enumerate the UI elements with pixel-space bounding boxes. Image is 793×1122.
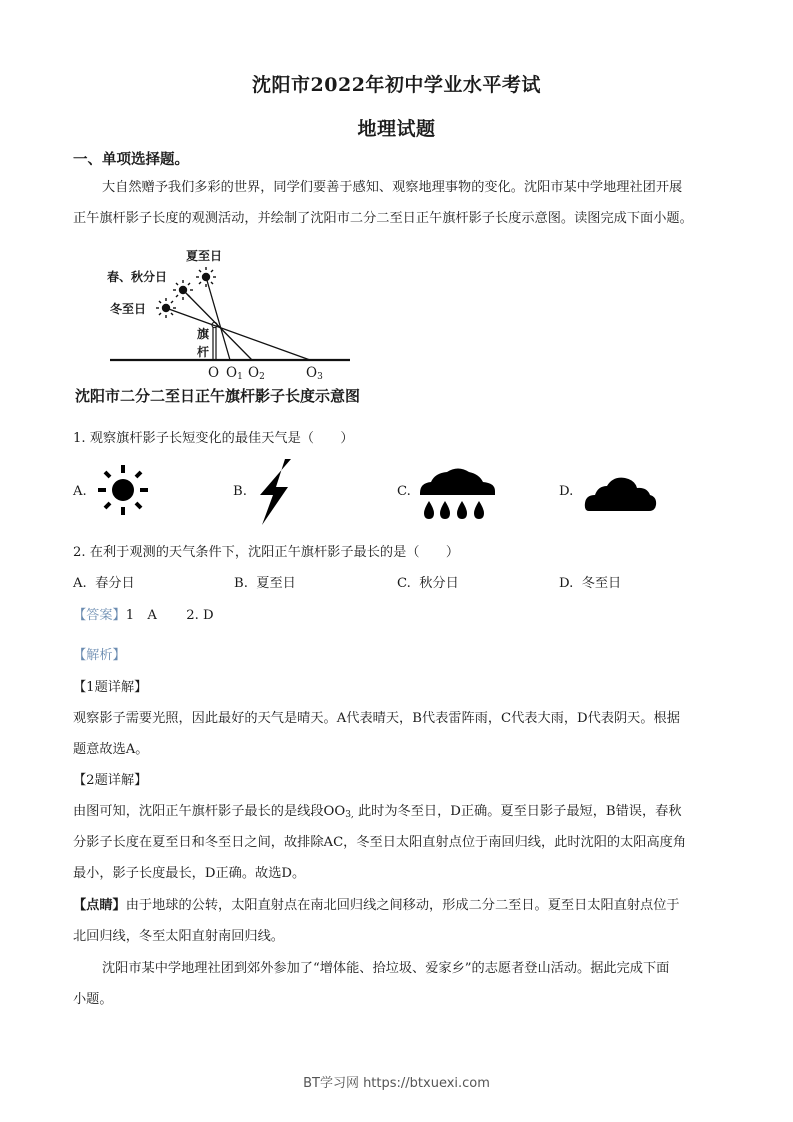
q2-detail-line-2: 分影子长度在夏至日和冬至日之间，故排除AC，冬至日太阳直射点位于南回归线，此时沈阳的太阳高度角 [73,835,687,850]
label-summer-solstice: 夏至日 [186,249,223,263]
q1-detail-line-2: 题意故选A。 [73,742,149,757]
q1-detail-line-1: 观察影子需要光照，因此最好的天气是晴天。A代表晴天，B代表雷阵雨，C代表大雨，D代表阴天。根据 [73,711,680,726]
answer-label: 【答案】 [73,608,126,623]
q2-detail-heading: 【2题详解】 [73,773,148,788]
q2-detail-line-1: 由图可知，沈阳正午旗杆影子最长的是线段$OO_{3,}$ 此时为冬至日，D正确。夏至日影子最短，B错误，春秋 [73,804,682,820]
q2-detail-line-3: 最小，影子长度最长，D正确。故选D。 [73,866,306,881]
point-o1: $O_1$ [226,365,243,382]
exam-subtitle: 地理试题 [357,118,436,140]
option-c-letter: C. [397,484,411,499]
q2-option-b: B. 夏至日 [234,576,296,591]
point-o2: $O_2$ [248,365,265,382]
summer-sun-icon [196,267,216,287]
tip-label: 【点睛】 [73,898,126,913]
question-1-options [73,455,733,530]
label-flagpole-bottom: 杆 [197,345,210,359]
winter-sun-icon [156,298,176,318]
q1-detail-heading: 【1题详解】 [73,680,148,695]
q2-option-a: A. 春分日 [73,576,135,591]
flagpole-shadow-diagram [0,0,793,420]
option-d-letter: D. [559,484,574,499]
question-1-stem: 1. 观察旗杆影子长短变化的最佳天气是（ ） [73,431,354,446]
option-b-letter: B. [233,484,247,499]
diagram-graphic [0,0,793,420]
label-flagpole-top: 旗 [197,327,210,341]
answer-1: 1 A [125,608,157,623]
q2-option-d: D. 冬至日 [559,576,622,591]
option-a-letter: A. [73,484,87,499]
point-o3: $O_3$ [306,365,323,382]
answer-2: 2. D [186,608,214,623]
tip-line-1: 【点睛】由于地球的公转，太阳直射点在南北回归线之间移动，形成二分二至日。夏至日太阳直射点位于 [73,898,680,913]
exam-title: 沈阳市2022年初中学业水平考试 [252,74,541,96]
tip-line-2: 北回归线，冬至太阳直射南回归线。 [73,929,284,944]
section-heading: 一、单项选择题。 [73,151,189,168]
answer-row [73,604,214,623]
footer-watermark: BT学习网 https://btxuexi.com [303,1076,490,1091]
intro-line-2: 正午旗杆影子长度的观测活动，并绘制了沈阳市二分二至日正午旗杆影子长度示意图。读图完成下面小题。 [73,211,693,226]
label-winter-solstice: 冬至日 [110,302,147,316]
diagram-caption: 沈阳市二分二至日正午旗杆影子长度示意图 [75,387,361,405]
question-2-stem: 2. 在利于观测的天气条件下，沈阳正午旗杆影子最长的是（ ） [73,545,460,560]
point-o: O [208,365,220,381]
intro-line-1: 大自然赠予我们多彩的世界，同学们要善于感知、观察地理事物的变化。沈阳市某中学地理社团开展 [102,180,683,195]
next-intro-line-2: 小题。 [73,992,113,1007]
heavy-rain-icon [417,461,499,523]
sun-icon [97,463,151,517]
equinox-sun-icon [173,280,193,300]
cloud-icon [583,475,659,515]
label-equinox: 春、秋分日 [107,270,168,284]
next-intro-line-1: 沈阳市某中学地理社团到郊外参加了“增体能、拾垃圾、爱家乡”的志愿者登山活动。据此完成下面 [102,961,670,976]
lightning-icon [256,457,296,527]
analysis-label: 【解析】 [73,648,126,663]
q2-option-c: C. 秋分日 [397,576,459,591]
